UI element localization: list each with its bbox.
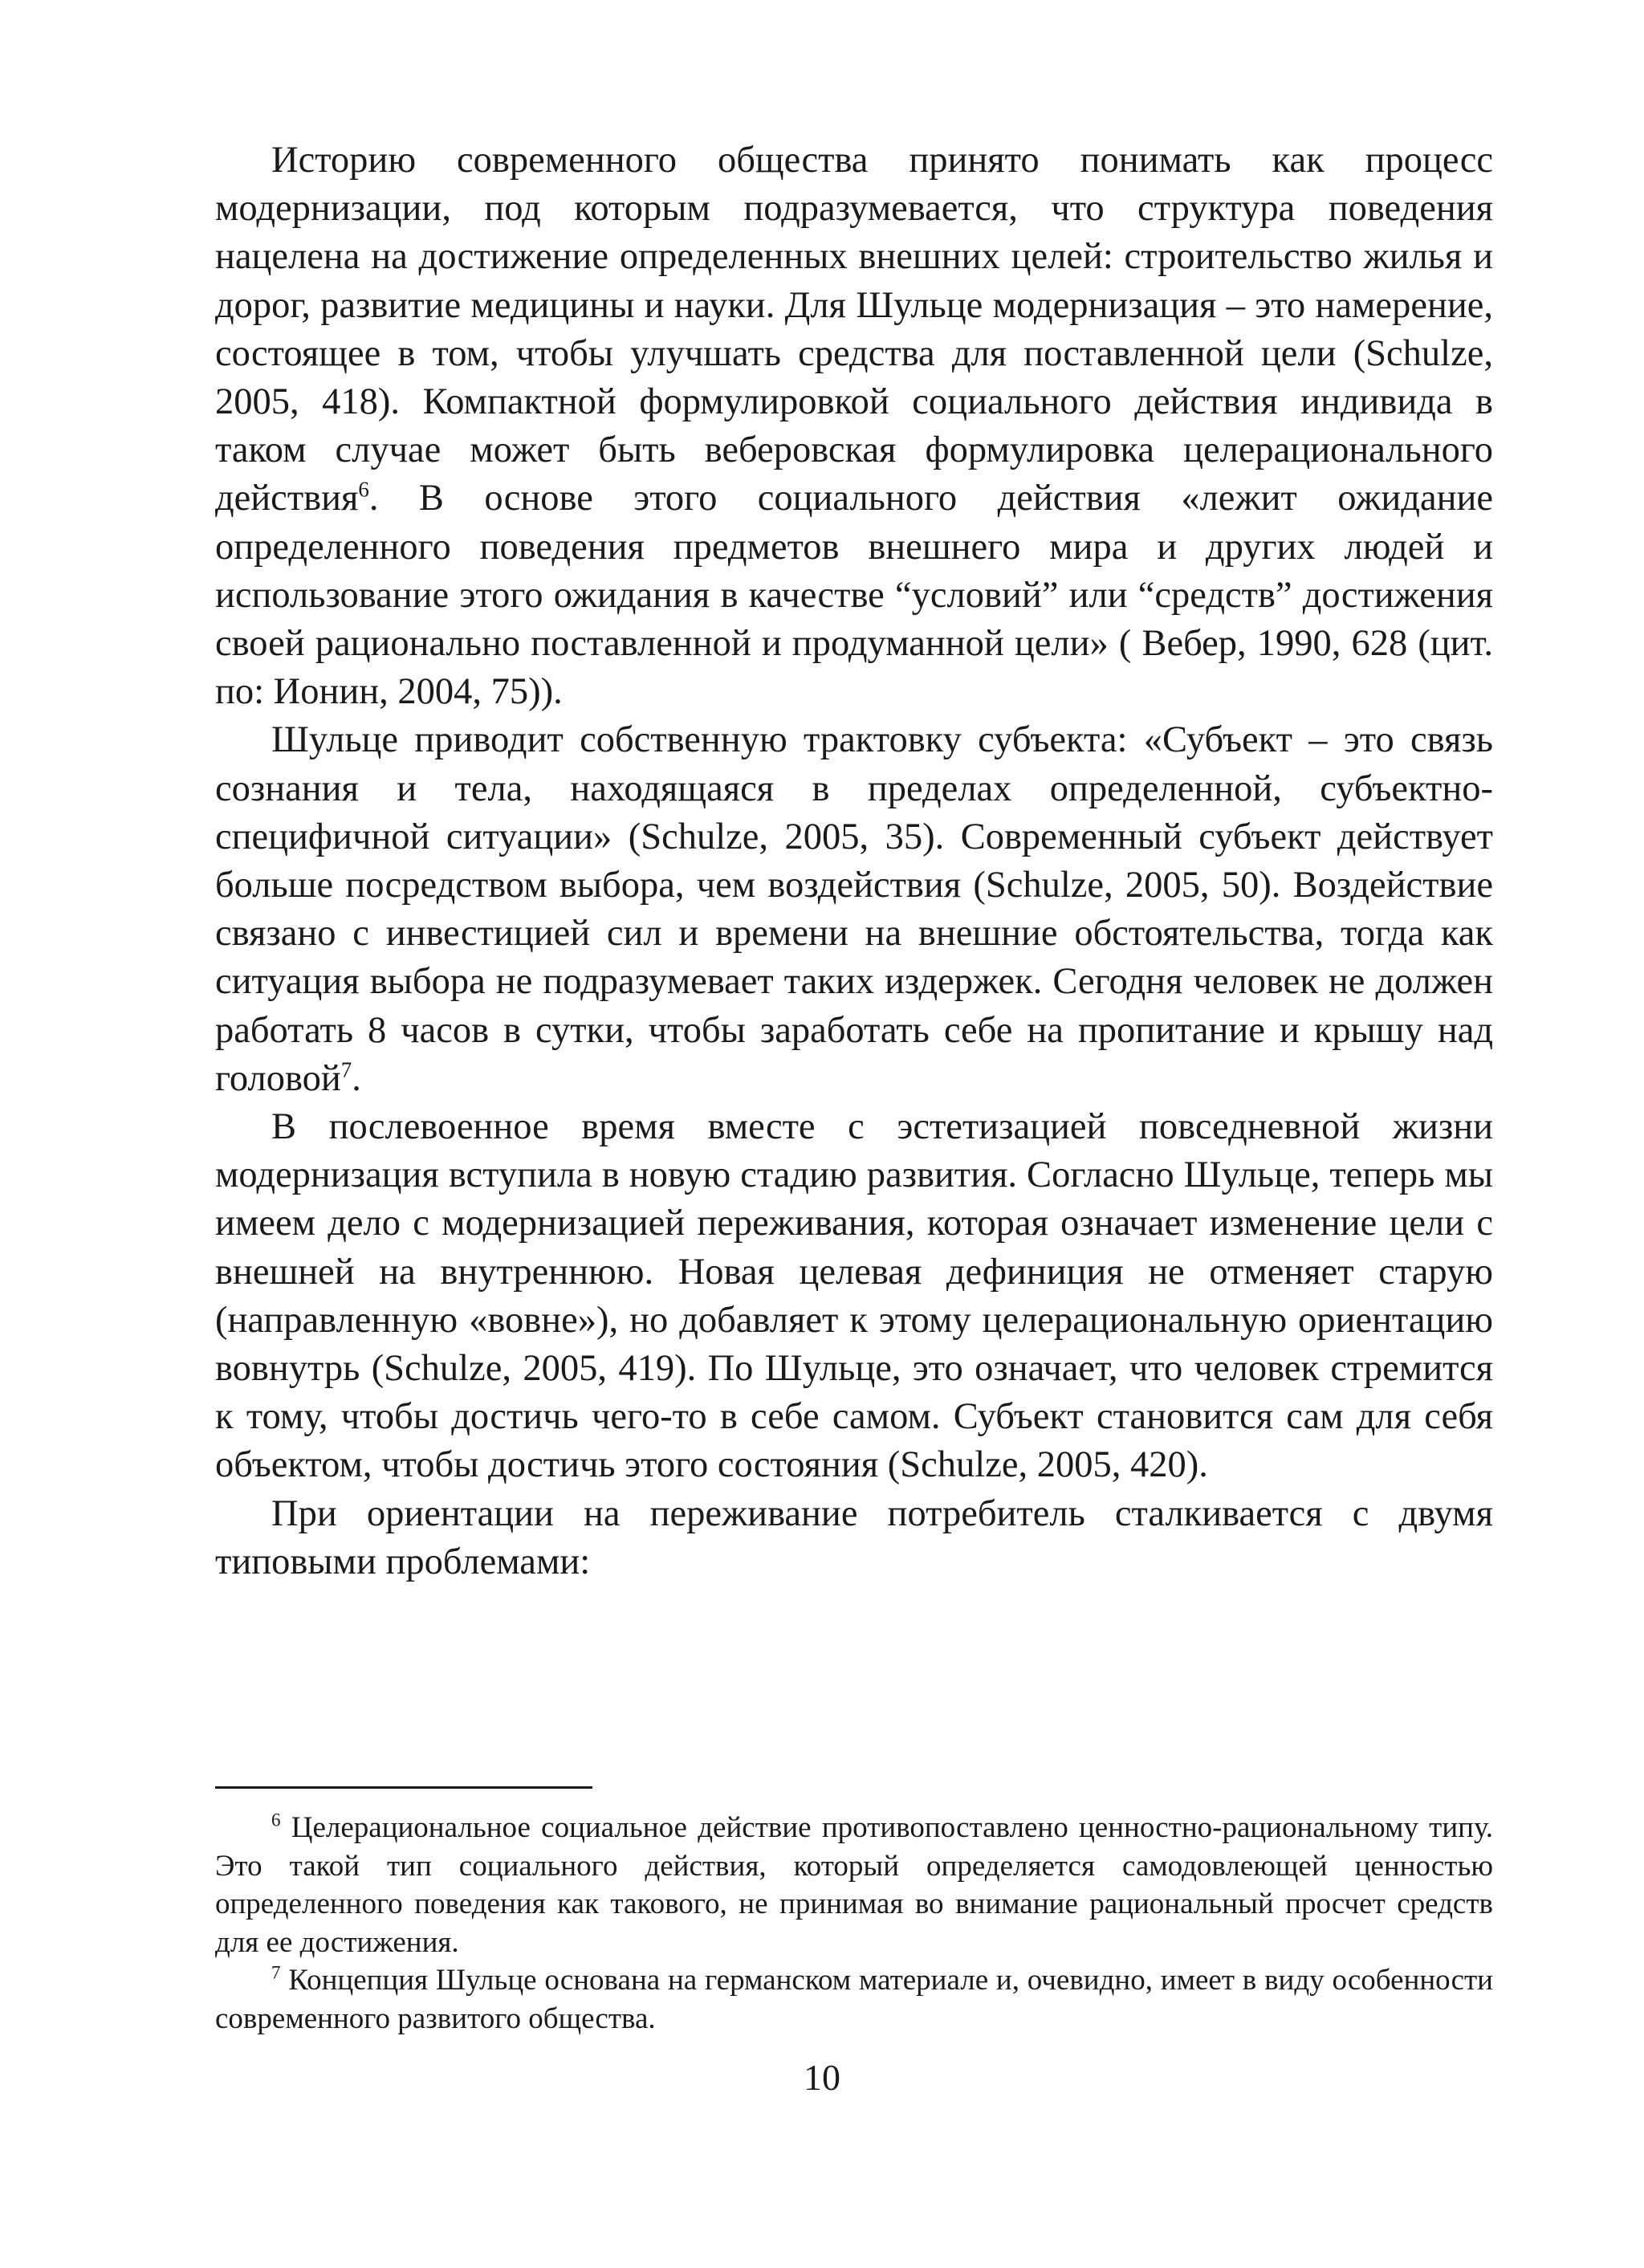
paragraph-text: Шульце приводит собственную трактовку субъекта: «Субъект – это связь сознания и тела, находящаяся в пределах определенной, субъектно-специфичной ситуации» (Schulze, 2005, 35). Современный субъект действует больше посредством выбора, чем воздействия (Schulze, 2005, 50). Воздействие связано с инвестицией сил и времени на внешние обстоятельства, тогда как ситуация выбора не подразумевает таких издержек. Сегодня человек не должен работать 8 часов в сутки, чтобы заработать себе на пропитание и крышу над головой xyxy=(215,719,1493,1099)
paragraph xyxy=(215,716,1493,1103)
paragraph-text: . xyxy=(352,1057,361,1099)
footnote-divider xyxy=(215,1786,592,1789)
paragraph xyxy=(215,1103,1493,1490)
footnote xyxy=(215,1809,1493,1961)
paragraph-text: Историю современного общества принято понимать как процесс модернизации, под которым подразумевается, что структура поведения нацелена на достижение определенных внешних целей: строительство жилья и дорог, развитие медицины и науки. Для Шульце модернизация – это намерение, состоящее в том, чтобы улучшать средства для поставленной цели (Schulze, 2005, 418). Компактной формулировкой социального действия индивида в таком случае может быть веберовская формулировка целерационального действия xyxy=(215,140,1493,519)
footnote-reference: 7 xyxy=(340,1057,352,1082)
paragraph xyxy=(215,1490,1493,1586)
paragraph-text: При ориентации на переживание потребитель сталкивается с двумя типовыми проблемами: xyxy=(215,1492,1493,1582)
page-number: 10 xyxy=(804,2057,840,2098)
footnote-number: 7 xyxy=(271,1962,281,1983)
paragraph-text: В послевоенное время вместе с эстетизацией повседневной жизни модернизация вступила в новую стадию развития. Согласно Шульце, теперь мы имеем дело с модернизацией переживания, которая означает изменение цели с внешней на внутреннюю. Новая целевая дефиниция не отменяет старую (направленную «вовне»), но добавляет к этому целерациональную ориентацию вовнутрь (Schulze, 2005, 419). По Шульце, это означает, что человек стремится к тому, чтобы достичь чего-то в себе самом. Субъект становится сам для себя объектом, чтобы достичь этого состояния (Schulze, 2005, 420). xyxy=(215,1106,1493,1486)
main-text xyxy=(215,136,1493,1586)
footnotes xyxy=(215,1809,1493,2038)
footnote-text: Целерациональное социальное действие противопоставлено ценностно-рациональному типу. Это такой тип социального действия, который определяется самодовлеющей ценностью определенного поведения как такового, не принимая во внимание рациональный просчет средств для ее достижения. xyxy=(215,1811,1493,1959)
footnote-reference: 6 xyxy=(358,477,369,502)
footnote-number: 6 xyxy=(271,1810,281,1830)
footnote-text: Концепция Шульце основана на германском материале и, очевидно, имеет в виду особенности современного развитого общества. xyxy=(215,1964,1493,2035)
footnote xyxy=(215,1961,1493,2038)
paragraph-text: . В основе этого социального действия «лежит ожидание определенного поведения предметов внешнего мира и других людей и использование этого ожидания в качестве “условий” или “средств” достижения своей рационально поставленной и продуманной цели» ( Вебер, 1990, 628 (цит. по: Ионин, 2004, 75)). xyxy=(215,478,1493,713)
paragraph xyxy=(215,136,1493,716)
